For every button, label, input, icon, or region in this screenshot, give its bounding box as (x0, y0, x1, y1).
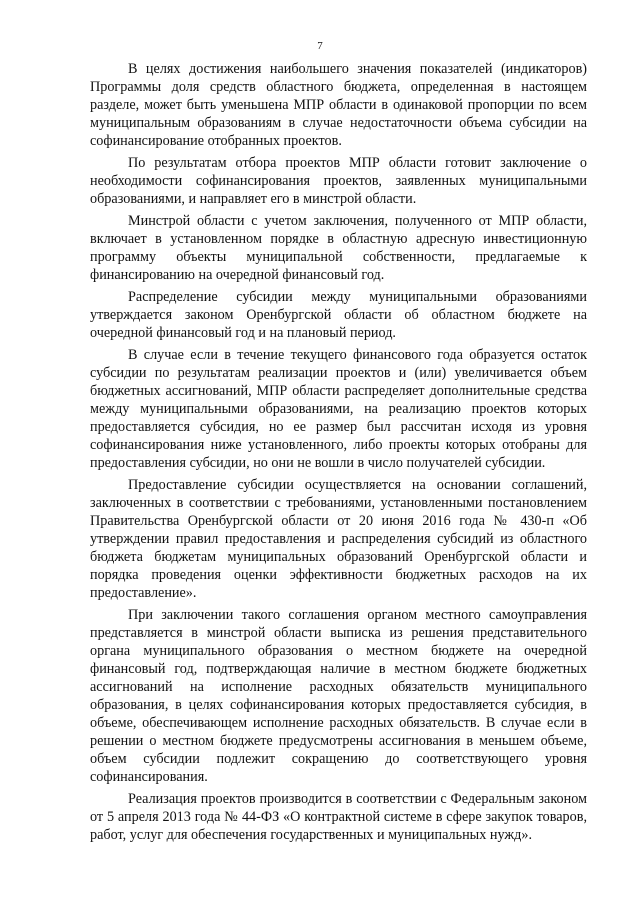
paragraph-2: По результатам отбора проектов МПР области готовит заключение о необходимости софинансирования проектов, заявленных муниципальными образованиями, и направляет его в минстрой области. (90, 155, 587, 207)
paragraph-5: В случае если в течение текущего финансового года образуется остаток субсидии по результатам реализации проектов и (или) увеличивается объем бюджетных ассигнований, МПР области распределяет дополнительные средства между муниципальными образованиями, на реализацию проектов которых предоставляется субсидия, но ее размер был рассчитан исходя из уровня софинансирования ниже установленного, либо проекты которых отобраны для предоставления субсидии, но они не вошли в число получателей субсидии. (90, 347, 587, 471)
paragraph-1: В целях достижения наибольшего значения показателей (индикаторов) Программы доля средств областного бюджета, определенная в настоящем разделе, может быть уменьшена МПР области в одинаковой пропорции по всем муниципальным образованиям в случае недостаточности объема субсидии на софинансирование отобранных проектов. (90, 61, 587, 149)
document-body (90, 60, 587, 848)
paragraph-8: Реализация проектов производится в соответствии с Федеральным законом от 5 апреля 2013 года № 44-ФЗ «О контрактной системе в сфере закупок товаров, работ, услуг для обеспечения государственных и муниципальных нужд». (90, 791, 587, 843)
page-number: 7 (317, 40, 323, 52)
paragraph-4: Распределение субсидии между муниципальными образованиями утверждается законом Оренбургской области об областном бюджете на очередной финансовый год и на плановый период. (90, 289, 587, 341)
paragraph-3: Минстрой области с учетом заключения, полученного от МПР области, включает в установленном порядке в областную адресную инвестиционную программу объекты муниципальной собственности, предлагаемые к финансированию на очередной финансовый год. (90, 213, 587, 283)
paragraph-6: Предоставление субсидии осуществляется на основании соглашений, заключенных в соответствии с требованиями, установленными постановлением Правительства Оренбургской области от 20 июня 2016 года № 430-п «Об утверждении правил предоставления и распределения субсидий из областного бюджета бюджетам муниципальных образований Оренбургской области и порядка проведения оценки эффективности бюджетных расходов на их предоставление». (90, 477, 587, 601)
paragraph-7: При заключении такого соглашения органом местного самоуправления представляется в минстрой области выписка из решения представительного органа муниципального образования о местном бюджете на очередной финансовый год, подтверждающая наличие в местном бюджете бюджетных ассигнований на исполнение расходных обязательств муниципального образования, в целях софинансирования которых предоставляется субсидия, в объеме, обеспечивающем исполнение расходных обязательств. В случае если в решении о местном бюджете предусмотрены ассигнования в меньшем объеме, объем субсидии подлежит сокращению до соответствующего уровня софинансирования. (90, 607, 587, 785)
